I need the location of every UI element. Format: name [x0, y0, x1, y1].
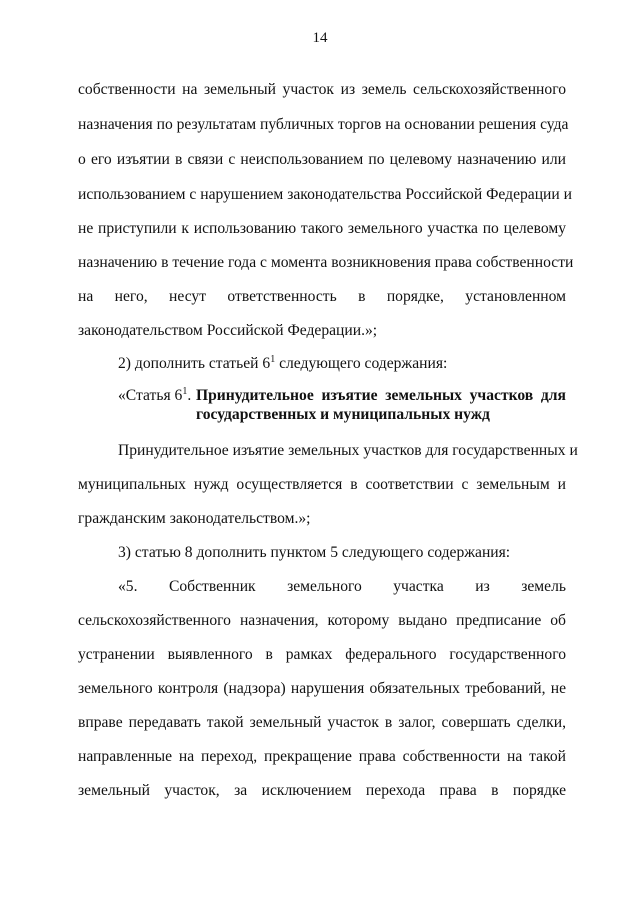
- text-line: «5. Собственник земельного участка из земель: [118, 578, 566, 595]
- superscript: 1: [270, 354, 276, 365]
- text-line: назначения по результатам публичных торгов на основании решения суда: [78, 116, 569, 133]
- superscript: 1: [182, 386, 188, 397]
- text-line: не приступили к использованию такого земельного участка по целевому: [78, 220, 566, 237]
- text-line: на него, несут ответственность в порядке, установленном: [78, 288, 566, 305]
- article-label: [118, 386, 191, 405]
- article-label-text: «Статья 6: [118, 387, 183, 404]
- list-item-2-text-end: следующего содержания:: [275, 355, 448, 372]
- text-line: земельный участок, за исключением перехода права в порядке: [78, 782, 566, 799]
- text-line: устранении выявленного в рамках федерального государственного: [78, 646, 566, 663]
- text-line: Принудительное изъятие земельных участков для государственных и: [118, 442, 578, 459]
- article-label-dot: .: [187, 387, 192, 404]
- list-item-2: [118, 354, 566, 374]
- list-item-2-text: 2) дополнить статьей 6: [118, 355, 271, 372]
- text-line: использованием с нарушением законодательства Российской Федерации и: [78, 186, 572, 203]
- text-line: муниципальных нужд осуществляется в соответствии с земельным и: [78, 476, 566, 493]
- text-line: направленные на переход, прекращение права собственности на такой: [78, 748, 566, 765]
- article-heading: Принудительное изъятие земельных участков для государственных и муниципальных нужд: [196, 387, 566, 423]
- text-line: земельного контроля (надзора) нарушения обязательных требований, не: [78, 680, 566, 697]
- text-line: о его изъятии в связи с неиспользованием по целевому назначению или: [78, 151, 566, 168]
- text-line: законодательством Российской Федерации.»;: [78, 322, 378, 339]
- text-line: вправе передавать такой земельный участок в залог, совершать сделки,: [78, 714, 566, 731]
- text-line: собственности на земельный участок из земель сельскохозяйственного: [78, 81, 566, 98]
- list-item-3: 3) статью 8 дополнить пунктом 5 следующего содержания:: [118, 544, 511, 561]
- text-line: гражданским законодательством.»;: [78, 510, 311, 527]
- text-line: назначению в течение года с момента возникновения права собственности: [78, 254, 574, 271]
- text-line: сельскохозяйственного назначения, которому выдано предписание об: [78, 612, 566, 629]
- page-number: 14: [312, 30, 328, 46]
